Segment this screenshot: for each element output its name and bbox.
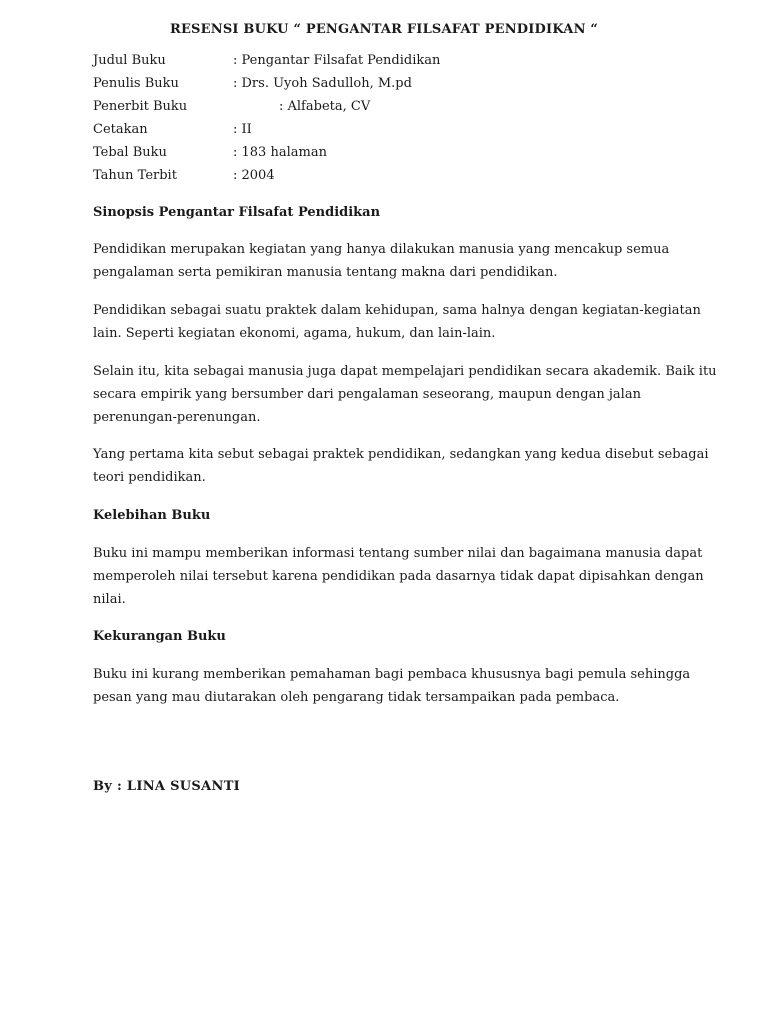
synopsis-paragraph [93, 238, 693, 284]
paragraph-line: pengalaman serta pemikiran manusia tentang makna dari pendidikan. [93, 265, 558, 280]
meta-label: Tahun Terbit [93, 168, 177, 183]
meta-row-author [93, 74, 693, 97]
meta-label: Cetakan [93, 122, 148, 137]
paragraph-line: Buku ini mampu memberikan informasi tentang sumber nilai dan bagaimana manusia dapat [93, 546, 703, 561]
strengths-paragraph [93, 542, 704, 611]
meta-row-edition [93, 120, 693, 143]
paragraph-line: perenungan-perenungan. [93, 410, 261, 425]
synopsis-paragraph [93, 443, 709, 489]
meta-row-title [93, 51, 693, 74]
meta-row-year [93, 166, 693, 189]
paragraph-line: Pendidikan merupakan kegiatan yang hanya dilakukan manusia yang mencakup semua [93, 242, 670, 257]
meta-value: : Drs. Uyoh Sadulloh, M.pd [233, 76, 412, 91]
weaknesses-paragraph [93, 663, 693, 709]
paragraph-line: Buku ini kurang memberikan pemahaman bagi pembaca khususnya bagi pemula sehingga [93, 667, 691, 682]
strengths-heading: Kelebihan Buku [93, 508, 211, 523]
meta-label: Tebal Buku [93, 145, 167, 160]
meta-row-publisher [93, 97, 693, 120]
signature: By : LINA SUSANTI [93, 779, 241, 794]
synopsis-paragraph [93, 299, 701, 345]
meta-value: : 2004 [233, 168, 275, 183]
meta-row-pages [93, 143, 693, 166]
weaknesses-heading: Kekurangan Buku [93, 629, 226, 644]
paragraph-line: Yang pertama kita sebut sebagai praktek pendidikan, sedangkan yang kedua disebut sebagai [93, 447, 709, 462]
synopsis-heading: Sinopsis Pengantar Filsafat Pendidikan [93, 205, 381, 220]
meta-value: : Alfabeta, CV [279, 99, 371, 114]
paragraph-line: secara empirik yang bersumber dari pengalaman seseorang, maupun dengan jalan [93, 387, 641, 402]
document-title: RESENSI BUKU “ PENGANTAR FILSAFAT PENDIDIKAN “ [169, 22, 599, 37]
paragraph-line: nilai. [93, 592, 126, 607]
paragraph-line: Pendidikan sebagai suatu praktek dalam kehidupan, sama halnya dengan kegiatan-kegiatan [93, 303, 701, 318]
paragraph-line: pesan yang mau diutarakan oleh pengarang tidak tersampaikan pada pembaca. [93, 690, 620, 705]
meta-label: Judul Buku [93, 53, 166, 68]
meta-label: Penulis Buku [93, 76, 179, 91]
paragraph-line: memperoleh nilai tersebut karena pendidikan pada dasarnya tidak dapat dipisahkan dengan [93, 569, 704, 584]
meta-value: : II [233, 122, 252, 137]
synopsis-paragraph [93, 360, 717, 429]
meta-label: Penerbit Buku [93, 99, 188, 114]
paragraph-line: teori pendidikan. [93, 470, 206, 485]
paragraph-line: Selain itu, kita sebagai manusia juga dapat mempelajari pendidikan secara akademik. Baik itu [93, 364, 717, 379]
paragraph-line: lain. Seperti kegiatan ekonomi, agama, hukum, dan lain-lain. [93, 326, 496, 341]
book-metadata [93, 51, 693, 189]
meta-value: : Pengantar Filsafat Pendidikan [233, 53, 441, 68]
meta-value: : 183 halaman [233, 145, 327, 160]
